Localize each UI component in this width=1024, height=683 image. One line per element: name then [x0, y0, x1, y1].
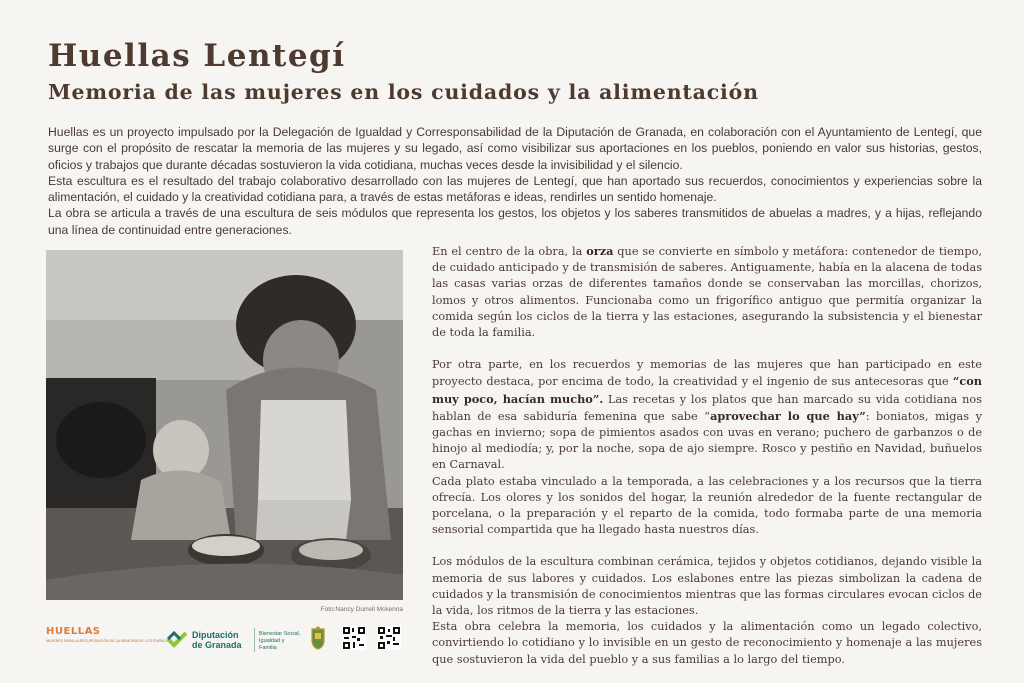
body-text [432, 243, 982, 668]
huellas-logo [46, 626, 170, 652]
huellas-logo-tagline: MUJERES PARA LA RECUPERACIÓN DE LA MEMORIA DE LOS PUEBLOS [46, 639, 170, 643]
body-paragraph-modulos: Los módulos de la escultura combinan cerámica, tejidos y objetos cotidianos, dejando visible la memoria de sus labores y cuidados. Los eslabones entre las piezas simbolizan la cadena de cuidados y la transmisión de conocimientos mientras que las formas circulares evocan ciclos de la vida, los ritmos de la tierra y las estaciones. [432, 555, 982, 618]
intro-text [48, 124, 982, 238]
diputacion-name: Diputación de Granada [192, 630, 242, 650]
qr-code-icon[interactable] [342, 626, 366, 650]
logo-divider [254, 628, 255, 652]
body-paragraph-orza: En el centro de la obra, la orza que se convierte en símbolo y metáfora: contenedor de tiempo, de cuidado anticipado y de transmisión de saberes. Antiguamente, había en la alacena de todas las casas varias orzas de diferentes tamaños donde se conservaban las morcillas, chorizos, lomos y otros alimentos. Funcionaba como un frigorífico antiguo que permitía organizar la comida según los ciclos de la tierra y las estaciones, asegurando la subsistencia y el bienestar de toda la familia. [432, 244, 983, 340]
photo-credit: Foto:Nancy Durrell Mckenna [320, 606, 403, 613]
qr-code-icon[interactable] [377, 626, 401, 650]
intro-paragraph: La obra se articula a través de una escultura de seis módulos que representa los gestos, los objetos y los saberes transmitidos de abuelas a madres, y a hijas, reflejando una línea de continuidad entre generaciones. [48, 206, 982, 237]
page-subtitle: Memoria de las mujeres en los cuidados y la alimentación [48, 80, 759, 104]
huellas-logo-word: HUELLAS [46, 626, 101, 637]
body-paragraph-legado: Esta obra celebra la memoria, los cuidados y la alimentación como un legado colectivo, convirtiendo lo cotidiano y lo invisible en un gesto de reconocimiento y homenaje a las mujeres que sostuvieron la vida del pueblo y a sus familias a lo largo del tiempo. [432, 620, 982, 666]
intro-paragraph: Huellas es un proyecto impulsado por la Delegación de Igualdad y Corresponsabilidad de la Diputación de Granada, en colaboración con el Ayuntamiento de Lentegí, que surge con el propósito de rescatar la memoria de las mujeres y su legado, así como visibilizar sus aportaciones en los pueblos, poniendo en valor sus historias, gestos, oficios y trabajos que durante décadas sostuvieron la vida cotidiana, muchas veces desde la invisibilidad y el silencio. [48, 125, 982, 172]
logo-strip [46, 622, 406, 656]
diputacion-logo [166, 628, 302, 652]
municipal-shield-icon [310, 626, 326, 650]
body-paragraph-temporada: Cada plato estaba vinculado a la temporada, a las celebraciones y a los recursos que la tierra ofrecía. Los olores y los sonidos del hogar, la reunión alrededor de la fuente rectangular de porcelana, o la preparación y el reparto de la comida, todo formaba parte de una memoria sensorial compartida que ha llegado hasta nuestros días. [432, 474, 982, 537]
diputacion-mark-icon [166, 630, 188, 648]
page-title: Huellas Lentegí [48, 38, 346, 74]
intro-paragraph: Esta escultura es el resultado del trabajo colaborativo desarrollado con las mujeres de Lentegí, que han aportado sus recuerdos, conocimientos y experiencias sobre la alimentación, el cuidado y la creatividad cotidiana para, a través de estas metáforas e ideas, rendirles un sentido homenaje. [48, 173, 982, 205]
body-paragraph-recetas: Por otra parte, en los recuerdos y memorias de las mujeres que han participado en este proyecto destaca, por encima de todo, la creatividad y el ingenio de sus antecesoras que “con muy poco, hacían mucho”. Las recetas y los platos que han marcado su vida cotidiana nos hablan de esa sabiduría femenina que sabe “aprovechar lo que hay”: boniatos, migas y gachas en invierno; sopa de pimientos asados con uvas en verano; puchero de garbanzos o de hinojo al mediodía; y, por la noche, sopa de ajo siempre. Rosco y pestiño en Navidad, buñuelos en Carnaval. [432, 358, 983, 472]
diputacion-department: Bienestar Social, Igualdad y Familia [259, 631, 301, 651]
historic-photo [46, 250, 403, 600]
